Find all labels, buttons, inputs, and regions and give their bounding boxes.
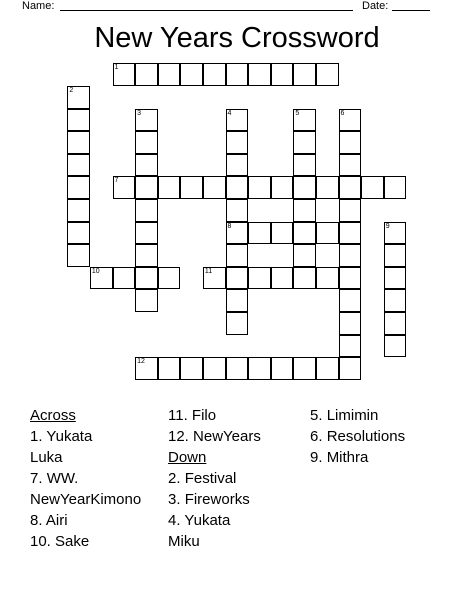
grid-cell[interactable] bbox=[135, 244, 158, 267]
grid-cell[interactable] bbox=[158, 357, 181, 380]
grid-cell[interactable] bbox=[203, 176, 226, 199]
clue-down-9 bbox=[310, 447, 460, 468]
grid-cell[interactable] bbox=[226, 267, 249, 290]
cell-number: 10 bbox=[91, 267, 100, 275]
clue-text: Yukata Miku bbox=[168, 512, 231, 550]
grid-cell[interactable] bbox=[271, 222, 294, 245]
grid-cell[interactable] bbox=[339, 289, 362, 312]
grid-cell[interactable] bbox=[67, 154, 90, 177]
grid-cell[interactable] bbox=[113, 176, 136, 199]
clue-across-11 bbox=[168, 405, 308, 426]
grid-cell[interactable] bbox=[248, 357, 271, 380]
grid-cell[interactable] bbox=[293, 357, 316, 380]
grid-cell[interactable] bbox=[90, 267, 113, 290]
grid-cell[interactable] bbox=[226, 244, 249, 267]
clue-text: Resolutions bbox=[326, 428, 406, 445]
cell-number: 6 bbox=[340, 109, 345, 117]
cell-number: 1 bbox=[114, 64, 119, 72]
grid-cell[interactable] bbox=[226, 222, 249, 245]
grid-cell[interactable] bbox=[67, 131, 90, 154]
grid-cell[interactable] bbox=[180, 176, 203, 199]
clue-text: Festival bbox=[184, 470, 237, 487]
grid-cell[interactable] bbox=[203, 63, 226, 86]
clue-number: 10. bbox=[30, 533, 51, 550]
grid-cell[interactable] bbox=[226, 289, 249, 312]
grid-cell[interactable] bbox=[135, 131, 158, 154]
grid-cell[interactable] bbox=[135, 176, 158, 199]
clue-number: 7. bbox=[30, 470, 43, 487]
clue-text: NewYears bbox=[193, 428, 261, 445]
grid-cell[interactable] bbox=[135, 289, 158, 312]
grid-cell[interactable] bbox=[271, 267, 294, 290]
grid-cell[interactable] bbox=[180, 357, 203, 380]
clue-down-2 bbox=[168, 468, 308, 489]
grid-cell[interactable] bbox=[293, 176, 316, 199]
date-label: Date: bbox=[362, 0, 389, 12]
clue-number: 8. bbox=[30, 512, 43, 529]
grid-cell[interactable] bbox=[316, 357, 339, 380]
grid-cell[interactable] bbox=[248, 267, 271, 290]
clue-number: 12. bbox=[168, 428, 189, 445]
grid-cell[interactable] bbox=[384, 267, 407, 290]
name-label: Name: bbox=[22, 0, 55, 12]
clue-column-1 bbox=[30, 405, 165, 552]
clue-text: Fireworks bbox=[184, 491, 250, 508]
grid-cell[interactable] bbox=[226, 176, 249, 199]
across-heading: Across bbox=[30, 407, 76, 424]
grid-cell[interactable] bbox=[203, 357, 226, 380]
clue-down-3 bbox=[168, 489, 308, 510]
grid-cell[interactable] bbox=[316, 176, 339, 199]
grid-cell[interactable] bbox=[67, 109, 90, 132]
cell-number: 12 bbox=[137, 358, 145, 366]
grid-cell[interactable] bbox=[226, 63, 249, 86]
grid-cell[interactable] bbox=[248, 63, 271, 86]
cell-number: 4 bbox=[227, 109, 232, 117]
grid-cell[interactable] bbox=[293, 244, 316, 267]
clue-text: Limimin bbox=[326, 407, 379, 424]
grid-cell[interactable] bbox=[339, 154, 362, 177]
down-heading: Down bbox=[168, 449, 207, 466]
clue-number: 1. bbox=[30, 428, 43, 445]
clue-text: Yukata Luka bbox=[30, 428, 93, 466]
grid-cell[interactable] bbox=[248, 176, 271, 199]
clue-number: 6. bbox=[310, 428, 323, 445]
grid-cell[interactable] bbox=[316, 63, 339, 86]
grid-cell[interactable] bbox=[135, 199, 158, 222]
grid-cell[interactable] bbox=[158, 267, 181, 290]
grid-cell[interactable] bbox=[158, 176, 181, 199]
clue-across-10 bbox=[30, 531, 165, 552]
grid-cell[interactable] bbox=[113, 63, 136, 86]
clue-down-5 bbox=[310, 405, 460, 426]
grid-cell[interactable] bbox=[339, 357, 362, 380]
cell-number: 7 bbox=[114, 177, 119, 185]
clue-number: 2. bbox=[168, 470, 181, 487]
grid-cell[interactable] bbox=[135, 63, 158, 86]
clue-number: 5. bbox=[310, 407, 323, 424]
clue-number: 3. bbox=[168, 491, 181, 508]
clue-across-12 bbox=[168, 426, 308, 447]
cell-number: 3 bbox=[137, 109, 142, 117]
grid-cell[interactable] bbox=[67, 244, 90, 267]
grid-cell[interactable] bbox=[135, 109, 158, 132]
grid-cell[interactable] bbox=[384, 222, 407, 245]
grid-cell[interactable] bbox=[135, 154, 158, 177]
grid-cell[interactable] bbox=[67, 176, 90, 199]
grid-cell[interactable] bbox=[293, 199, 316, 222]
grid-cell[interactable] bbox=[67, 86, 90, 109]
grid-cell[interactable] bbox=[339, 109, 362, 132]
grid-cell[interactable] bbox=[361, 176, 384, 199]
grid-cell[interactable] bbox=[135, 357, 158, 380]
clue-text: Sake bbox=[55, 533, 90, 550]
grid-cell[interactable] bbox=[339, 176, 362, 199]
clue-column-3 bbox=[310, 405, 460, 468]
grid-cell[interactable] bbox=[293, 267, 316, 290]
grid-cell[interactable] bbox=[248, 222, 271, 245]
grid-cell[interactable] bbox=[180, 63, 203, 86]
grid-cell[interactable] bbox=[293, 63, 316, 86]
grid-cell[interactable] bbox=[339, 131, 362, 154]
grid-cell[interactable] bbox=[293, 109, 316, 132]
grid-cell[interactable] bbox=[67, 222, 90, 245]
grid-cell[interactable] bbox=[271, 357, 294, 380]
grid-cell[interactable] bbox=[339, 244, 362, 267]
grid-cell[interactable] bbox=[226, 312, 249, 335]
grid-cell[interactable] bbox=[226, 199, 249, 222]
cell-number: 8 bbox=[227, 222, 232, 230]
clue-number: 11. bbox=[168, 407, 188, 424]
grid-cell[interactable] bbox=[271, 176, 294, 199]
clue-across-7 bbox=[30, 468, 165, 510]
clue-across-1 bbox=[30, 426, 165, 468]
grid-cell[interactable] bbox=[384, 244, 407, 267]
grid-cell[interactable] bbox=[293, 154, 316, 177]
grid-cell[interactable] bbox=[135, 222, 158, 245]
grid-cell[interactable] bbox=[271, 63, 294, 86]
grid-cell[interactable] bbox=[135, 267, 158, 290]
grid-cell[interactable] bbox=[339, 199, 362, 222]
grid-cell[interactable] bbox=[384, 335, 407, 358]
clue-text: WW. NewYearKimono bbox=[30, 470, 142, 508]
grid-cell[interactable] bbox=[339, 335, 362, 358]
cell-number: 11 bbox=[204, 267, 213, 275]
grid-cell[interactable] bbox=[203, 267, 226, 290]
grid-cell[interactable] bbox=[316, 222, 339, 245]
cell-number: 2 bbox=[69, 86, 74, 94]
clue-across-8 bbox=[30, 510, 165, 531]
grid-cell[interactable] bbox=[339, 312, 362, 335]
grid-cell[interactable] bbox=[226, 131, 249, 154]
grid-cell[interactable] bbox=[226, 357, 249, 380]
cell-number: 9 bbox=[385, 222, 390, 230]
clue-number: 4. bbox=[168, 512, 181, 529]
grid-cell[interactable] bbox=[339, 222, 362, 245]
clue-down-6 bbox=[310, 426, 460, 447]
grid-cell[interactable] bbox=[384, 289, 407, 312]
clue-column-2 bbox=[168, 405, 308, 552]
grid-cell[interactable] bbox=[384, 312, 407, 335]
grid-cell[interactable] bbox=[113, 267, 136, 290]
grid-cell[interactable] bbox=[384, 176, 407, 199]
grid-cell[interactable] bbox=[316, 267, 339, 290]
grid-cell[interactable] bbox=[339, 267, 362, 290]
clue-text: Airi bbox=[45, 512, 68, 529]
grid-cell[interactable] bbox=[226, 154, 249, 177]
grid-cell[interactable] bbox=[293, 222, 316, 245]
grid-cell[interactable] bbox=[226, 109, 249, 132]
clue-number: 9. bbox=[310, 449, 323, 466]
grid-cell[interactable] bbox=[293, 131, 316, 154]
clue-text: Filo bbox=[191, 407, 217, 424]
clue-down-4 bbox=[168, 510, 308, 552]
grid-cell[interactable] bbox=[67, 199, 90, 222]
page-title: New Years Crossword bbox=[94, 22, 380, 54]
clue-text: Mithra bbox=[326, 449, 369, 466]
grid-cell[interactable] bbox=[158, 63, 181, 86]
cell-number: 5 bbox=[295, 109, 300, 117]
